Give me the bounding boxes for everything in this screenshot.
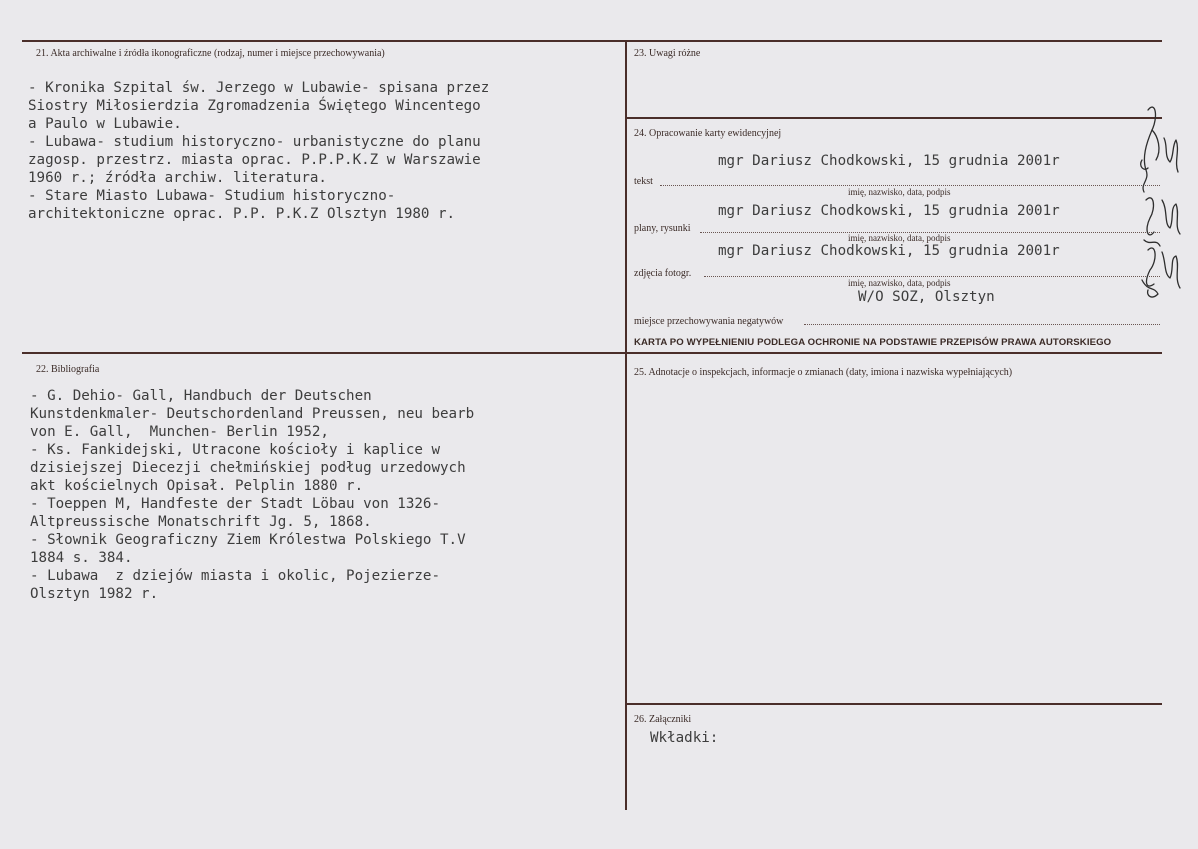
negatywy-dotted-line bbox=[804, 324, 1160, 325]
negatywy-value: W/O SOZ, Olsztyn bbox=[858, 289, 995, 305]
section-22-line: - G. Dehio- Gall, Handbuch der Deutschen bbox=[30, 388, 372, 404]
plany-value: mgr Dariusz Chodkowski, 15 grudnia 2001r bbox=[718, 203, 1060, 219]
section-22-line: akt kościelnych Opisał. Pelplin 1880 r. bbox=[30, 478, 364, 494]
copyright-notice: KARTA PO WYPEŁNIENIU PODLEGA OCHRONIE NA PODSTAWIE PRZEPISÓW PRAWA AUTORSKIEGO bbox=[634, 337, 1112, 348]
section-22-line: von E. Gall, Munchen- Berlin 1952, bbox=[30, 424, 329, 440]
right-divider-25-26 bbox=[626, 703, 1162, 705]
section-25-label: 25. Adnotacje o inspekcjach, informacje o zmianach (daty, imiona i nazwiska wypełniających) bbox=[634, 367, 1013, 378]
zdjecia-caption: imię, nazwisko, data, podpis bbox=[848, 278, 951, 288]
section-21-line: Siostry Miłosierdzia Zgromadzenia Świętego Wincentego bbox=[28, 98, 481, 114]
section-21-line: - Lubawa- studium historyczno- urbanistyczne do planu bbox=[28, 134, 481, 150]
plany-caption: imię, nazwisko, data, podpis bbox=[848, 233, 951, 243]
section-21-line: - Kronika Szpital św. Jerzego w Lubawie- spisana przez bbox=[28, 80, 490, 96]
section-21-line: a Paulo w Lubawie. bbox=[28, 116, 182, 132]
section-22-line: - Toeppen M, Handfeste der Stadt Löbau von 1326- bbox=[30, 496, 440, 512]
section-21-line: 1960 r.; źródła archiw. literatura. bbox=[28, 170, 327, 186]
section-26-label: 26. Załączniki bbox=[634, 714, 692, 725]
zdjecia-dotted-line bbox=[704, 276, 1160, 277]
section-21-line: - Stare Miasto Lubawa- Studium historyczno- bbox=[28, 188, 396, 204]
signature-scribble bbox=[1134, 100, 1194, 325]
section-22-label: 22. Bibliografia bbox=[36, 364, 100, 375]
section-22-line: dzisiejszej Diecezji chełmińskiej podług urzedowych bbox=[30, 460, 466, 476]
plany-label: plany, rysunki bbox=[634, 223, 691, 234]
negatywy-label: miejsce przechowywania negatywów bbox=[634, 316, 784, 327]
section-21-line: zagosp. przestrz. miasta oprac. P.P.P.K.Z w Warszawie bbox=[28, 152, 481, 168]
tekst-label: tekst bbox=[634, 176, 653, 187]
section-26-value: Wkładki: bbox=[650, 730, 719, 746]
center-divider bbox=[625, 40, 627, 810]
section-22-line: - Słownik Geograficzny Ziem Królestwa Polskiego T.V bbox=[30, 532, 466, 548]
section-22-line: Olsztyn 1982 r. bbox=[30, 586, 159, 602]
tekst-dotted-line bbox=[660, 185, 1160, 186]
right-divider-23-24 bbox=[626, 117, 1162, 119]
zdjecia-value: mgr Dariusz Chodkowski, 15 grudnia 2001r bbox=[718, 243, 1060, 259]
tekst-value: mgr Dariusz Chodkowski, 15 grudnia 2001r bbox=[718, 153, 1060, 169]
section-21-line: architektoniczne oprac. P.P. P.K.Z Olsztyn 1980 r. bbox=[28, 206, 456, 222]
section-23-label: 23. Uwagi różne bbox=[634, 48, 701, 59]
section-24-label: 24. Opracowanie karty ewidencyjnej bbox=[634, 128, 782, 139]
zdjecia-label: zdjęcia fotogr. bbox=[634, 268, 692, 279]
section-22-line: - Ks. Fankidejski, Utracone kościoły i kaplice w bbox=[30, 442, 440, 458]
section-22-line: Kunstdenkmaler- Deutschordenland Preussen, neu bearb bbox=[30, 406, 475, 422]
section-22-line: - Lubawa z dziejów miasta i okolic, Pojezierze- bbox=[30, 568, 440, 584]
top-border bbox=[22, 40, 1162, 42]
middle-divider bbox=[22, 352, 1162, 354]
section-22-line: Altpreussische Monatschrift Jg. 5, 1868. bbox=[30, 514, 372, 530]
tekst-caption: imię, nazwisko, data, podpis bbox=[848, 187, 951, 197]
section-21-label: 21. Akta archiwalne i źródła ikonograficzne (rodzaj, numer i miejsce przechowywania) bbox=[36, 48, 385, 59]
section-22-line: 1884 s. 384. bbox=[30, 550, 133, 566]
